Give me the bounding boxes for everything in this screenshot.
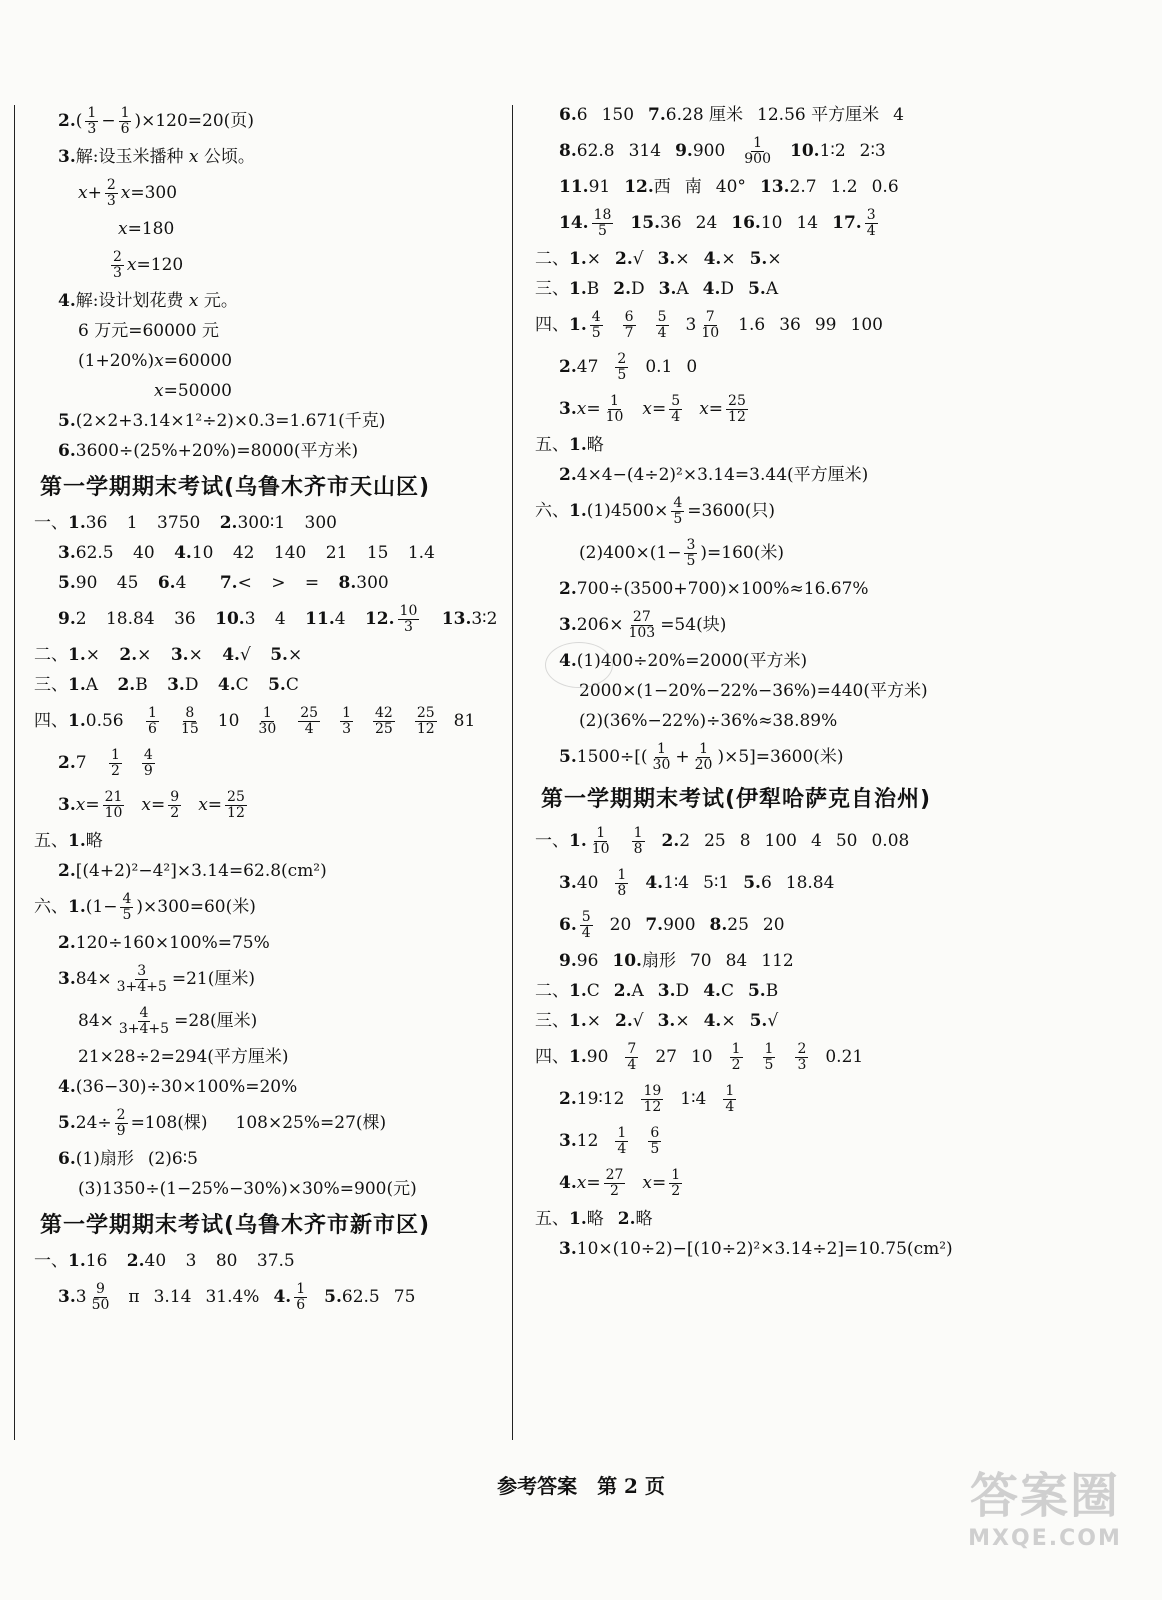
line-text: 2.[(4+2)²−4²]×3.14=62.8(cm²) xyxy=(58,861,327,881)
line-text: 3.62.5 40 4.10 42 140 21 15 1.4 xyxy=(58,543,435,563)
answer-line xyxy=(34,886,486,928)
answer-line xyxy=(535,706,995,736)
line-text: 2.120÷160×100%=75% xyxy=(58,933,270,953)
line-text: 4.(36−30)÷30×100%=20% xyxy=(58,1077,298,1097)
line-text: (2)400×(1− $\frac{3}{5}$ )=160(米) xyxy=(579,536,784,569)
section-heading-tianshan: 第一学期期末考试(乌鲁木齐市天山区) xyxy=(40,475,431,500)
line-text: 4.解:设计划花费 x 元。 xyxy=(58,291,238,311)
line-text: 4.(1)400÷20%=2000(平方米) xyxy=(559,651,808,671)
answer-line xyxy=(535,1162,995,1204)
answer-line xyxy=(535,862,995,904)
answer-line xyxy=(535,304,995,346)
answer-line xyxy=(535,274,995,304)
answer-line xyxy=(34,1174,486,1204)
line-text: 3.12 $\frac{1}{4}$ $\frac{6}{5}$ xyxy=(559,1124,660,1157)
answer-line xyxy=(34,700,486,742)
answer-line xyxy=(34,742,486,784)
answer-line xyxy=(535,1120,995,1162)
answer-line xyxy=(34,1000,486,1042)
answer-line xyxy=(535,460,995,490)
answer-line xyxy=(34,508,486,538)
answer-line xyxy=(34,100,486,142)
watermark-url: MXQE.COM xyxy=(968,1526,1122,1551)
answer-line xyxy=(34,436,486,466)
answer-line xyxy=(535,820,995,862)
answer-line xyxy=(535,244,995,274)
line-text: x=180 xyxy=(118,219,175,239)
answer-line xyxy=(34,1042,486,1072)
line-text: 2.700÷(3500+700)×100%≈16.67% xyxy=(559,579,869,599)
answer-line xyxy=(34,598,498,640)
answer-line xyxy=(535,532,995,574)
answer-line xyxy=(34,376,486,406)
answer-line xyxy=(535,946,995,976)
answer-line xyxy=(34,670,486,700)
line-text: (2)(36%−22%)÷36%≈38.89% xyxy=(579,711,838,731)
line-text: 6. $\frac{5}{4}$ 20 7.900 8.25 20 xyxy=(559,908,785,941)
line-text: 五、1.略 2.略 xyxy=(535,1209,653,1229)
answer-line xyxy=(34,568,486,598)
line-text: 3.3 $\frac{9}{50}$ π 3.14 31.4% 4. $\frac{1}{6}$ 5.62.5 75 xyxy=(58,1280,416,1313)
answer-line xyxy=(535,430,995,460)
answer-line xyxy=(34,1102,486,1144)
line-text: 84× $\frac{4}{3+4+5}$ =28(厘米) xyxy=(78,1004,258,1037)
answer-line xyxy=(34,1144,486,1174)
line-text: 14. $\frac{18}{5}$ 15.36 24 16.10 14 17. $\frac{3}{4}$ xyxy=(559,206,876,239)
line-text: 二、1.× 2.× 3.× 4.√ 5.× xyxy=(34,645,303,665)
answer-line xyxy=(34,538,486,568)
line-text: 三、1.B 2.D 3.A 4.D 5.A xyxy=(535,279,779,299)
answer-line xyxy=(535,100,995,130)
line-text: 3.206× $\frac{27}{103}$ =54(块) xyxy=(559,608,727,641)
line-text: 6 万元=60000 元 xyxy=(78,321,219,341)
answer-line xyxy=(34,856,486,886)
answer-line xyxy=(34,286,486,316)
answer-line xyxy=(34,1072,486,1102)
line-text: 三、1.A 2.B 3.D 4.C 5.C xyxy=(34,675,299,695)
answer-line xyxy=(34,640,486,670)
line-text: 5.1500÷[( $\frac{1}{30}$ + $\frac{1}{20}$ )×5]=3600(米) xyxy=(559,740,844,773)
answer-line xyxy=(34,958,486,1000)
line-text: 2.19∶12 $\frac{19}{12}$ 1∶4 $\frac{1}{4}$ xyxy=(559,1082,735,1115)
line-text: 五、1.略 xyxy=(34,831,103,851)
answer-line xyxy=(34,928,486,958)
line-text: 2.( $\frac{1}{3}$ − $\frac{1}{6}$ )×120=20(页) xyxy=(58,104,254,137)
line-text: 6.3600÷(25%+20%)=8000(平方米) xyxy=(58,441,359,461)
answer-line xyxy=(535,202,995,244)
line-text: 一、1. $\frac{1}{10}$ $\frac{1}{8}$ 2.2 25 8 100 4 50 0.08 xyxy=(535,824,910,857)
section-heading-yili: 第一学期期末考试(伊犁哈萨克自治州) xyxy=(541,787,932,812)
answer-line xyxy=(34,346,486,376)
page-footer: 参考答案 第 2 页 xyxy=(497,1474,665,1498)
watermark-logo-text: 答案圈 xyxy=(969,1468,1120,1524)
line-text: 21×28÷2=294(平方厘米) xyxy=(78,1047,289,1067)
line-text: 3.10×(10÷2)−[(10÷2)²×3.14÷2]=10.75(cm²) xyxy=(559,1239,953,1259)
line-text: 六、1.(1)4500× $\frac{4}{5}$ =3600(只) xyxy=(535,494,776,527)
line-text: 2.47 $\frac{2}{5}$ 0.1 0 xyxy=(559,350,698,383)
right-column xyxy=(535,100,995,1264)
line-text: 5.24÷ $\frac{2}{9}$ =108(棵) 108×25%=27(棵) xyxy=(58,1106,387,1139)
answer-line xyxy=(34,214,486,244)
line-text: 一、1.16 2.40 3 80 37.5 xyxy=(34,1251,295,1271)
line-text: 一、1.36 1 3750 2.300∶1 300 xyxy=(34,513,337,533)
line-text: 3.84× $\frac{3}{3+4+5}$ =21(厘米) xyxy=(58,962,255,995)
line-text: 8.62.8 314 9.900 $\frac{1}{900}$ 10.1∶2 2∶3 xyxy=(559,134,886,167)
column-divider-rule xyxy=(512,105,513,1440)
answer-line xyxy=(535,904,995,946)
line-text: 二、1.C 2.A 3.D 4.C 5.B xyxy=(535,981,779,1001)
answer-line xyxy=(34,406,486,436)
answer-line xyxy=(535,604,995,646)
line-text: 9.96 10.扇形 70 84 112 xyxy=(559,951,794,971)
line-text: 6.(1)扇形 (2)6∶5 xyxy=(58,1149,198,1169)
answer-line xyxy=(535,574,995,604)
answer-line xyxy=(34,1276,486,1318)
answer-line xyxy=(535,1006,995,1036)
line-text: 3.x= $\frac{1}{10}$ x= $\frac{5}{4}$ x= $\frac{25}{12}$ xyxy=(559,392,746,425)
answer-line xyxy=(34,1246,486,1276)
answer-line xyxy=(535,976,995,1006)
answer-line xyxy=(535,172,995,202)
line-text: 五、1.略 xyxy=(535,435,604,455)
line-text: x=50000 xyxy=(154,381,232,401)
line-text: 5.90 45 6.4 7.< > = 8.300 xyxy=(58,573,389,593)
line-text: 六、1.(1− $\frac{4}{5}$ )×300=60(米) xyxy=(34,890,256,923)
answer-line xyxy=(535,1234,995,1264)
section-heading-xinshi: 第一学期期末考试(乌鲁木齐市新市区) xyxy=(40,1213,431,1238)
line-text: 4.x= $\frac{27}{2}$ x= $\frac{1}{2}$ xyxy=(559,1166,681,1199)
left-column xyxy=(34,100,498,1318)
left-margin-rule xyxy=(14,105,15,1440)
line-text: 2.7 $\frac{1}{2}$ $\frac{4}{9}$ xyxy=(58,746,153,779)
answer-line xyxy=(535,346,995,388)
line-text: 2000×(1−20%−22%−36%)=440(平方米) xyxy=(579,681,928,701)
line-text: 3.40 $\frac{1}{8}$ 4.1∶4 5∶1 5.6 18.84 xyxy=(559,866,835,899)
line-text: (3)1350÷(1−25%−30%)×30%=900(元) xyxy=(78,1179,417,1199)
line-text: 6.6 150 7.6.28 厘米 12.56 平方厘米 4 xyxy=(559,105,904,125)
line-text: 2.4×4−(4÷2)²×3.14=3.44(平方厘米) xyxy=(559,465,869,485)
answer-line xyxy=(535,736,995,778)
line-text: 5.(2×2+3.14×1²÷2)×0.3=1.671(千克) xyxy=(58,411,386,431)
line-text: 四、1.0.56 $\frac{1}{6}$ $\frac{8}{15}$ 10 $\frac{1}{30}$ $\frac{25}{4}$ $\frac{1}{3}$ $\frac{42}{25}$ $\frac{25}{12}$ 81 xyxy=(34,704,476,737)
line-text: 二、1.× 2.√ 3.× 4.× 5.× xyxy=(535,249,782,269)
answer-line xyxy=(535,130,995,172)
answer-line xyxy=(34,316,486,346)
line-text: 9.2 18.84 36 10.3 4 11.4 12. $\frac{10}{3}$ 13.3∶2 xyxy=(58,602,498,635)
site-watermark xyxy=(950,1466,1140,1586)
line-text: $\frac{2}{3}$ x=120 xyxy=(113,248,184,281)
line-text: x+ $\frac{2}{3}$ x=300 xyxy=(78,176,178,209)
answer-line xyxy=(535,1204,995,1234)
line-text: 三、1.× 2.√ 3.× 4.× 5.√ xyxy=(535,1011,779,1031)
answer-line xyxy=(535,388,995,430)
line-text: (1+20%)x=60000 xyxy=(78,351,233,371)
faint-stamp-mark xyxy=(545,642,613,688)
line-text: 3.x= $\frac{21}{10}$ x= $\frac{9}{2}$ x= $\frac{25}{12}$ xyxy=(58,788,245,821)
line-text: 3.解:设玉米播种 x 公顷。 xyxy=(58,147,255,167)
answer-line xyxy=(535,490,995,532)
answer-line xyxy=(34,784,486,826)
answer-line xyxy=(34,172,486,214)
answer-line xyxy=(34,826,486,856)
answer-line xyxy=(34,142,486,172)
answer-line xyxy=(535,1078,995,1120)
line-text: 11.91 12.西 南 40° 13.2.7 1.2 0.6 xyxy=(559,177,899,197)
line-text: 四、1. $\frac{4}{5}$ $\frac{6}{7}$ $\frac{5}{4}$ 3 $\frac{7}{10}$ 1.6 36 99 100 xyxy=(535,308,883,341)
line-text: 四、1.90 $\frac{7}{4}$ 27 10 $\frac{1}{2}$ $\frac{1}{5}$ $\frac{2}{3}$ 0.21 xyxy=(535,1040,864,1073)
answer-line xyxy=(34,244,486,286)
answer-line xyxy=(535,1036,995,1078)
